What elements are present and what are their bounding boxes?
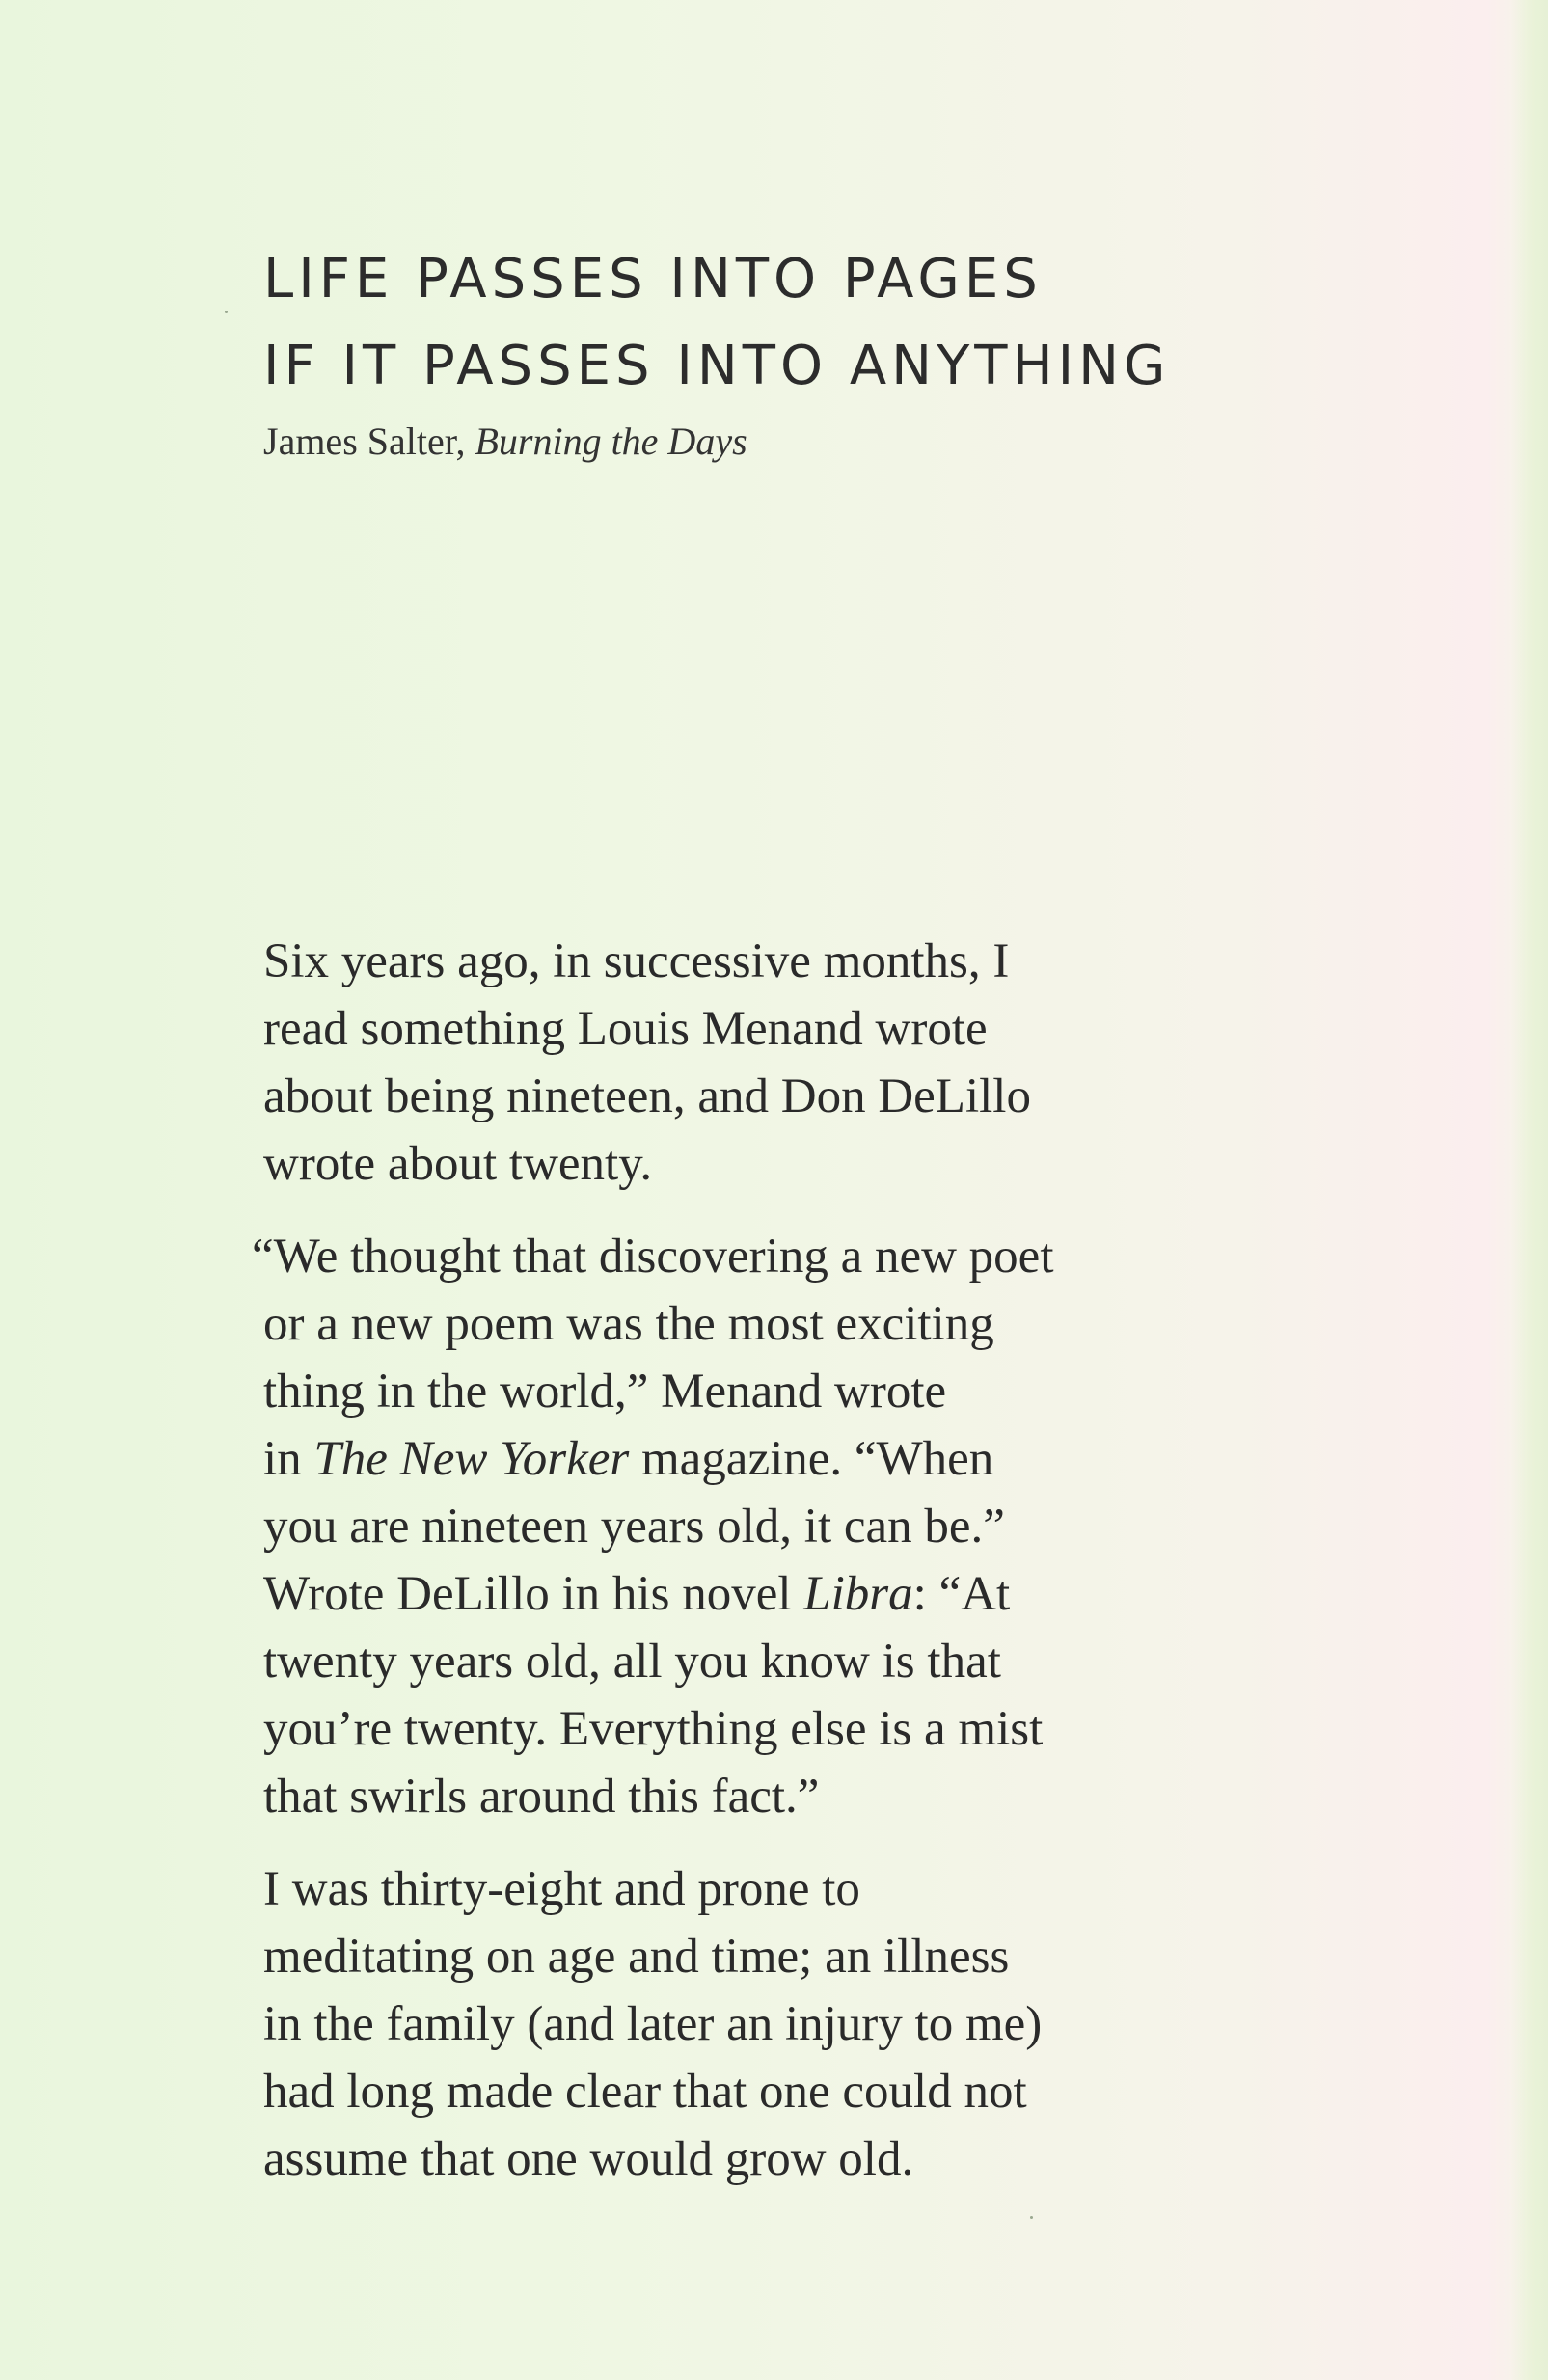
italic-title: Libra <box>803 1567 913 1621</box>
epigraph-author: James Salter, <box>263 419 475 463</box>
text-run: Wrote DeLillo in his novel <box>263 1567 804 1621</box>
text-line <box>263 928 1209 995</box>
text-run: magazine. “When <box>629 1432 994 1486</box>
text-line <box>263 1855 1209 1923</box>
text-line <box>263 1763 1209 1830</box>
text-line <box>263 1493 1209 1560</box>
text-line <box>263 1923 1209 1990</box>
text-run: “We thought that discovering a new poet <box>252 1230 1054 1284</box>
epigraph-title-line-1: LIFE PASSES INTO PAGES <box>263 248 1043 311</box>
text-run: in the family (and later an injury to me) <box>263 1997 1043 2051</box>
text-run: thing in the world,” Menand wrote <box>263 1365 947 1419</box>
text-run: assume that one would grow old. <box>263 2132 914 2186</box>
text-run: wrote about twenty. <box>263 1137 653 1191</box>
text-run: you are nineteen years old, it can be.” <box>263 1500 1005 1554</box>
text-line <box>263 1358 1209 1425</box>
paragraph-1 <box>263 928 1209 1198</box>
paragraph-2 <box>252 1223 1209 1830</box>
text-run: : “At <box>912 1567 1011 1621</box>
text-run: Six years ago, in successive months, I <box>263 934 1010 988</box>
text-line <box>263 1425 1209 1493</box>
text-run: I was thirty-eight and prone to <box>263 1862 860 1916</box>
text-run: had long made clear that one could not <box>263 2065 1027 2119</box>
text-run: about being nineteen, and Don DeLillo <box>263 1069 1031 1123</box>
epigraph-work-title: Burning the Days <box>475 419 747 463</box>
text-line <box>263 1560 1209 1628</box>
epigraph-title-line-2: IF IT PASSES INTO ANYTHING <box>263 335 1171 397</box>
text-line <box>263 1063 1209 1130</box>
epigraph <box>263 236 1228 466</box>
text-line <box>263 2058 1209 2125</box>
text-line <box>252 1223 1209 1290</box>
italic-title: The New Yorker <box>313 1432 630 1486</box>
paragraph-3 <box>263 1855 1209 2193</box>
body-text <box>252 928 1209 2193</box>
text-run: twenty years old, all you know is that <box>263 1635 1001 1689</box>
text-line <box>263 2125 1209 2193</box>
text-run: that swirls around this fact.” <box>263 1770 820 1824</box>
text-line <box>263 1290 1209 1358</box>
text-line <box>263 1130 1209 1198</box>
text-run: you’re twenty. Everything else is a mist <box>263 1702 1044 1756</box>
text-run: read something Louis Menand wrote <box>263 1002 988 1056</box>
text-line <box>263 1628 1209 1695</box>
paper-speck <box>1030 2216 1033 2219</box>
text-run: in <box>263 1432 314 1486</box>
text-line <box>263 1990 1209 2058</box>
page-edge <box>1511 0 1548 2380</box>
text-line <box>263 995 1209 1063</box>
text-run: meditating on age and time; an illness <box>263 1930 1010 1984</box>
text-line <box>263 1695 1209 1763</box>
paper-speck <box>225 311 228 313</box>
text-run: or a new poem was the most exciting <box>263 1297 994 1351</box>
epigraph-attribution <box>263 418 1228 466</box>
